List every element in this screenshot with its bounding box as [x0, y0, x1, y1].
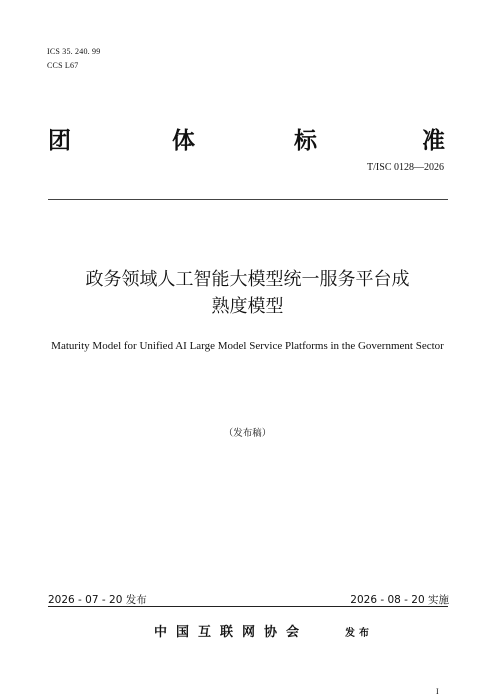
standard-type-char-1: 团	[48, 128, 71, 154]
title-chinese-line-2: 熟度模型	[211, 296, 284, 317]
standard-type-char-3: 标	[294, 128, 317, 154]
title-english: Maturity Model for Unified AI Large Model Service Platforms in the Government Sector	[51, 340, 444, 352]
page-number: I	[436, 687, 439, 696]
standard-type-char-4: 准	[422, 128, 445, 154]
title-chinese	[0, 266, 495, 320]
classification-codes	[47, 45, 100, 73]
standard-type-char-2: 体	[172, 128, 195, 154]
standard-number: T/ISC 0128—2026	[367, 162, 444, 173]
draft-status-label: （发布稿）	[223, 428, 272, 439]
header-divider	[48, 199, 448, 200]
ics-code: ICS 35. 240. 99	[47, 47, 101, 56]
issue-label: 发布	[345, 628, 373, 639]
ccs-code: CCS L67	[47, 61, 79, 70]
effective-date: 2026 - 08 - 20 实施	[350, 594, 449, 606]
issuing-organization: 中国互联网协会	[154, 625, 309, 640]
standard-type-heading	[48, 122, 448, 152]
publish-date: 2026 - 07 - 20 发布	[48, 594, 147, 606]
title-chinese-line-1: 政务领域人工智能大模型统一服务平台成	[85, 269, 410, 290]
footer-divider	[48, 606, 448, 607]
